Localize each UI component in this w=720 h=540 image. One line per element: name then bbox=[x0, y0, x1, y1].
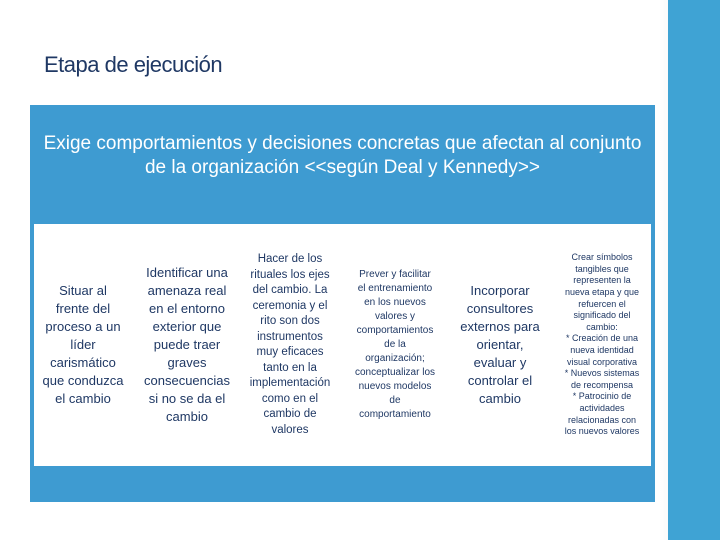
column-5 bbox=[448, 224, 552, 466]
column-2-text: Identificar una amenaza real en el entorno exterior que puede traer graves consecuencias si no se da el cambio bbox=[144, 265, 230, 424]
diagram-header-text: Exige comportamientos y decisiones concretas que afectan al conjunto de la organización <<según Deal y Kennedy>> bbox=[43, 132, 642, 178]
slide-title: Etapa de ejecución bbox=[44, 52, 223, 77]
column-3 bbox=[240, 224, 340, 466]
column-6 bbox=[553, 224, 651, 466]
diagram-footer bbox=[30, 470, 655, 502]
column-6-text: Crear símbolos tangibles que representen la nueva etapa y que refuercen el significado del cambio: * Creación de una nueva identidad visual corporativa * Nuevos sistemas de recompensa * Patrocinio de actividades relacionadas con los nuevos valores bbox=[564, 252, 640, 437]
column-1 bbox=[34, 224, 132, 466]
side-accent-bar bbox=[668, 0, 720, 540]
column-4 bbox=[343, 224, 447, 466]
column-3-text: Hacer de los rituales los ejes del cambio. La ceremonia y el rito son dos instrumentos muy eficaces tanto en la implementación como en el cambio de valores bbox=[249, 253, 331, 436]
column-2 bbox=[137, 224, 237, 466]
column-1-text: Situar al frente del proceso a un líder carismático que conduzca el cambio bbox=[42, 283, 124, 406]
diagram-header bbox=[30, 105, 655, 220]
diagram-content bbox=[34, 224, 651, 466]
column-5-text: Incorporar consultores externos para orientar, evaluar y controlar el cambio bbox=[460, 283, 540, 406]
column-4-text: Prever y facilitar el entrenamiento en los nuevos valores y comportamientos de la organización; conceptualizar los nuevos modelos de comportamiento bbox=[354, 269, 436, 420]
